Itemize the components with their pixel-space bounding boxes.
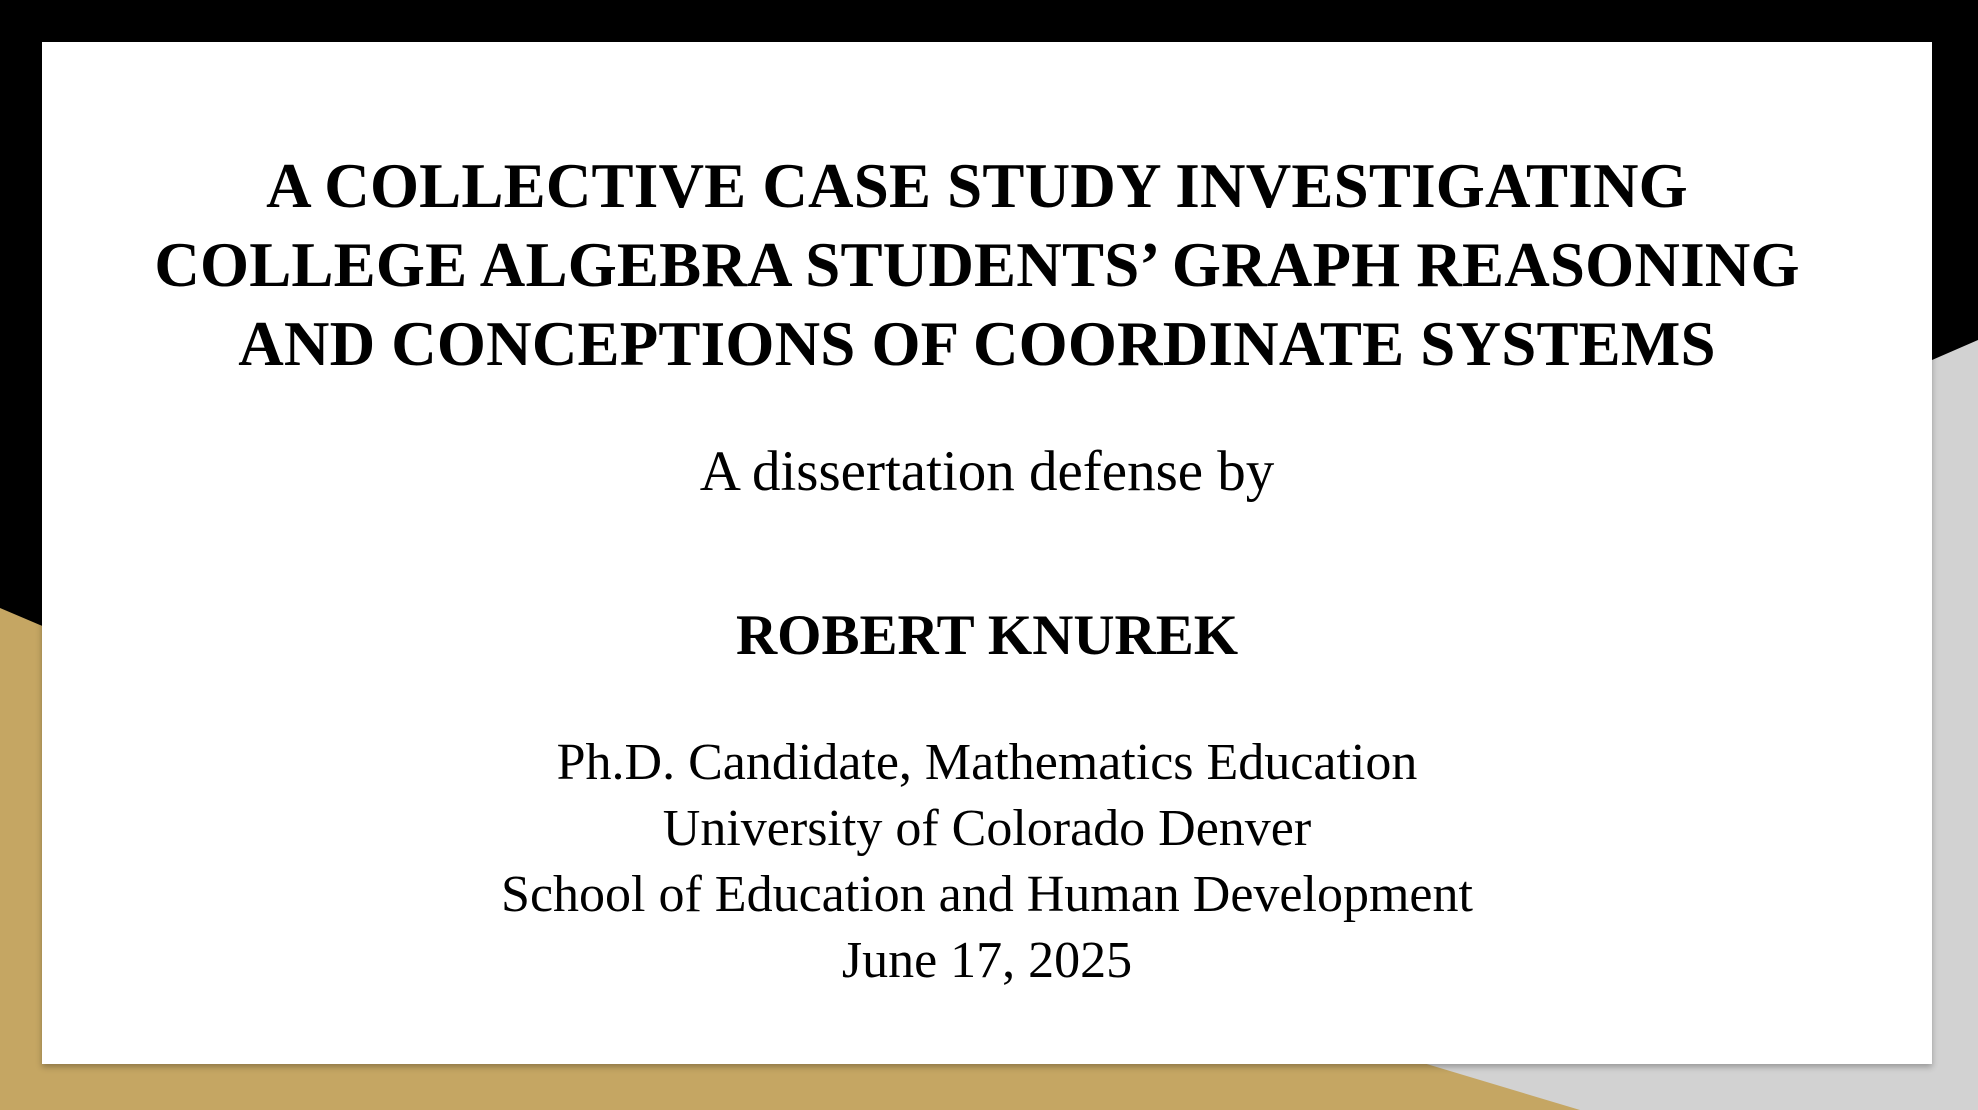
subtitle: A dissertation defense by xyxy=(699,440,1275,503)
candidate-program: Ph.D. Candidate, Mathematics Education xyxy=(556,734,1418,791)
title-line-3: AND CONCEPTIONS OF COORDINATE SYSTEMS xyxy=(238,309,1716,379)
title-line-2: COLLEGE ALGEBRA STUDENTS’ GRAPH REASONING xyxy=(154,230,1800,300)
university: University of Colorado Denver xyxy=(662,800,1312,857)
content-panel xyxy=(42,42,1932,1064)
school: School of Education and Human Development xyxy=(501,866,1473,923)
defense-date: June 17, 2025 xyxy=(841,932,1133,989)
author-details xyxy=(42,730,1932,994)
author-name: ROBERT KNUREK xyxy=(735,604,1239,667)
presentation-title xyxy=(42,147,1912,384)
title-line-1: A COLLECTIVE CASE STUDY INVESTIGATING xyxy=(266,151,1688,221)
